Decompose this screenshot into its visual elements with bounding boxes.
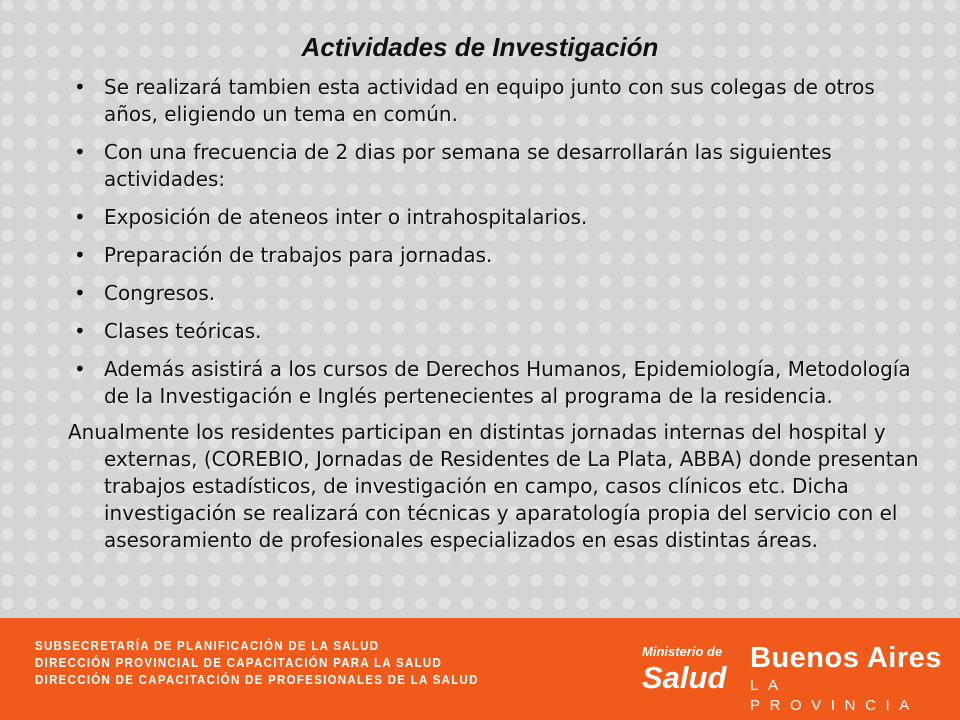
footer-line: DIRECCIÓN DE CAPACITACIÓN DE PROFESIONALES DE LA SALUD [35,673,479,687]
salud-label: Salud [642,660,727,695]
ministerio-label: Ministerio de [642,644,723,659]
ministerio-salud-logo [642,644,734,704]
bullet-list [68,74,930,410]
bullet-item: • Clases teóricas. [68,318,930,345]
bullet-item: • Exposición de ateneos inter o intrahospitalarios. [68,204,930,231]
summary-paragraph: Anualmente los residentes participan en distintas jornadas internas del hospital y externas, (COREBIO, Jornadas de Residentes de La Plata, ABBA) donde presentan trabajos estadísticos, de investigación en campo, casos clínicos etc. Dicha investigación se realizará con técnicas y aparatología propia del servicio con el asesoramiento de profesionales especializados en esas distintas áreas. [68,420,919,552]
footer-agency-lines [35,638,479,689]
bullet-item: • Con una frecuencia de 2 dias por semana se desarrollarán las siguientes actividades: [68,139,930,193]
bullet-item: • Congresos. [68,280,930,307]
provincia-label: LA PROVINCIA [750,677,919,714]
slide-body [68,74,930,554]
footer-line: SUBSECRETARÍA DE PLANIFICACIÓN DE LA SALUD [35,639,380,653]
bullet-item: • Además asistirá a los cursos de Derechos Humanos, Epidemiología, Metodología de la Investigación e Inglés pertenecientes al programa de la residencia. [68,356,930,410]
slide-title: Actividades de Investigación [301,32,659,62]
bullet-item: • Preparación de trabajos para jornadas. [68,242,930,269]
footer-line: DIRECCIÓN PROVINCIAL DE CAPACITACIÓN PARA LA SALUD [35,656,443,670]
buenos-aires-logo [750,642,960,716]
buenos-aires-label: Buenos Aires [750,642,942,674]
bullet-item: • Se realizará tambien esta actividad en equipo junto con sus colegas de otros años, eligiendo un tema en común. [68,74,930,128]
footer-bar [0,618,960,720]
